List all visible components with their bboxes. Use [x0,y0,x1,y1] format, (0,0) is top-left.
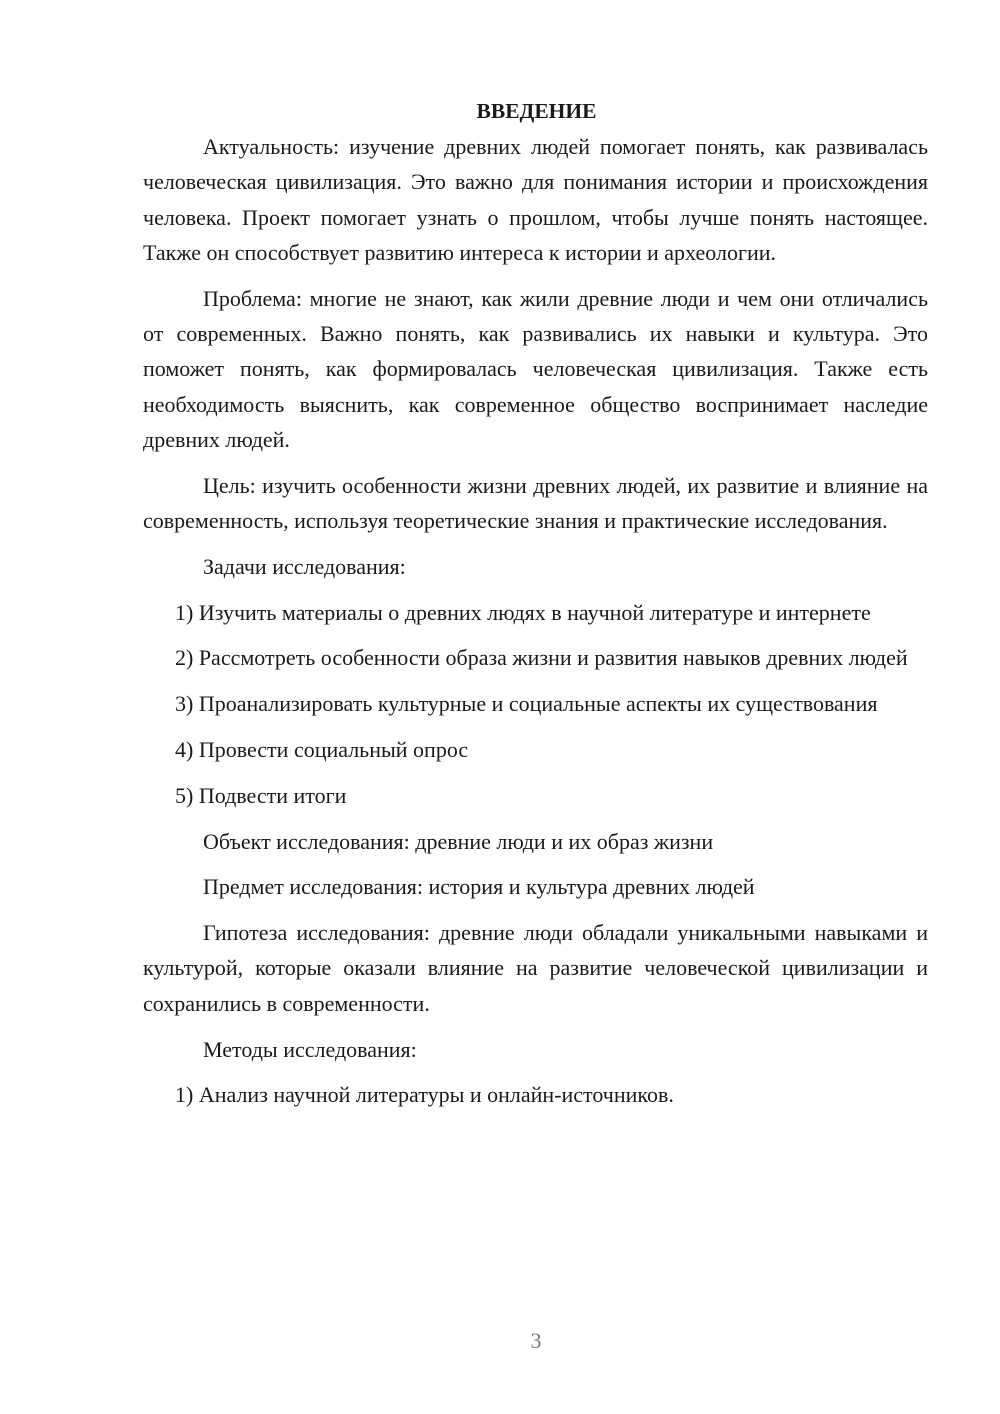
page-title: ВВЕДЕНИЕ [476,99,597,123]
hypothesis-paragraph: Гипотеза исследования: древние люди обладали уникальными навыками и культурой, которые оказали влияние на развитие человеческой цивилизации и сохранились в современности. [143,920,928,1016]
subject-paragraph: Предмет исследования: история и культура древних людей [203,874,755,900]
task-item: 3) Проанализировать культурные и социальные аспекты их существования [175,691,878,717]
task-item: 5) Подвести итоги [175,782,347,808]
relevance-paragraph: Актуальность: изучение древних людей помогает понять, как развивалась человеческая цивилизация. Это важно для понимания истории и происхождения человека. Проект помогает узнать о прошлом, чтобы лучше понять настоящее. Также он способствует развитию интереса к истории и археологии. [143,134,928,265]
methods-heading: Методы исследования: [203,1036,417,1062]
tasks-heading: Задачи исследования: [203,553,406,579]
object-paragraph: Объект исследования: древние люди и их образ жизни [203,828,714,854]
page-content [143,94,928,1123]
task-item: 4) Провести социальный опрос [175,736,469,762]
task-item: 1) Изучить материалы о древних людях в научной литературе и интернете [175,599,871,625]
method-item: 1) Анализ научной литературы и онлайн-источников. [175,1082,674,1108]
task-item: 2) Рассмотреть особенности образа жизни и развития навыков древних людей [175,645,908,671]
page-number: 3 [530,1328,542,1353]
goal-paragraph: Цель: изучить особенности жизни древних людей, их развитие и влияние на современность, используя теоретические знания и практические исследования. [143,472,928,533]
problem-paragraph: Проблема: многие не знают, как жили древние люди и чем они отличались от современных. Важно понять, как развивались их навыки и культура. Это поможет понять, как формировалась человеческая цивилизация. Также есть необходимость выяснить, как современное общество воспринимает наследие древних людей. [143,285,928,452]
